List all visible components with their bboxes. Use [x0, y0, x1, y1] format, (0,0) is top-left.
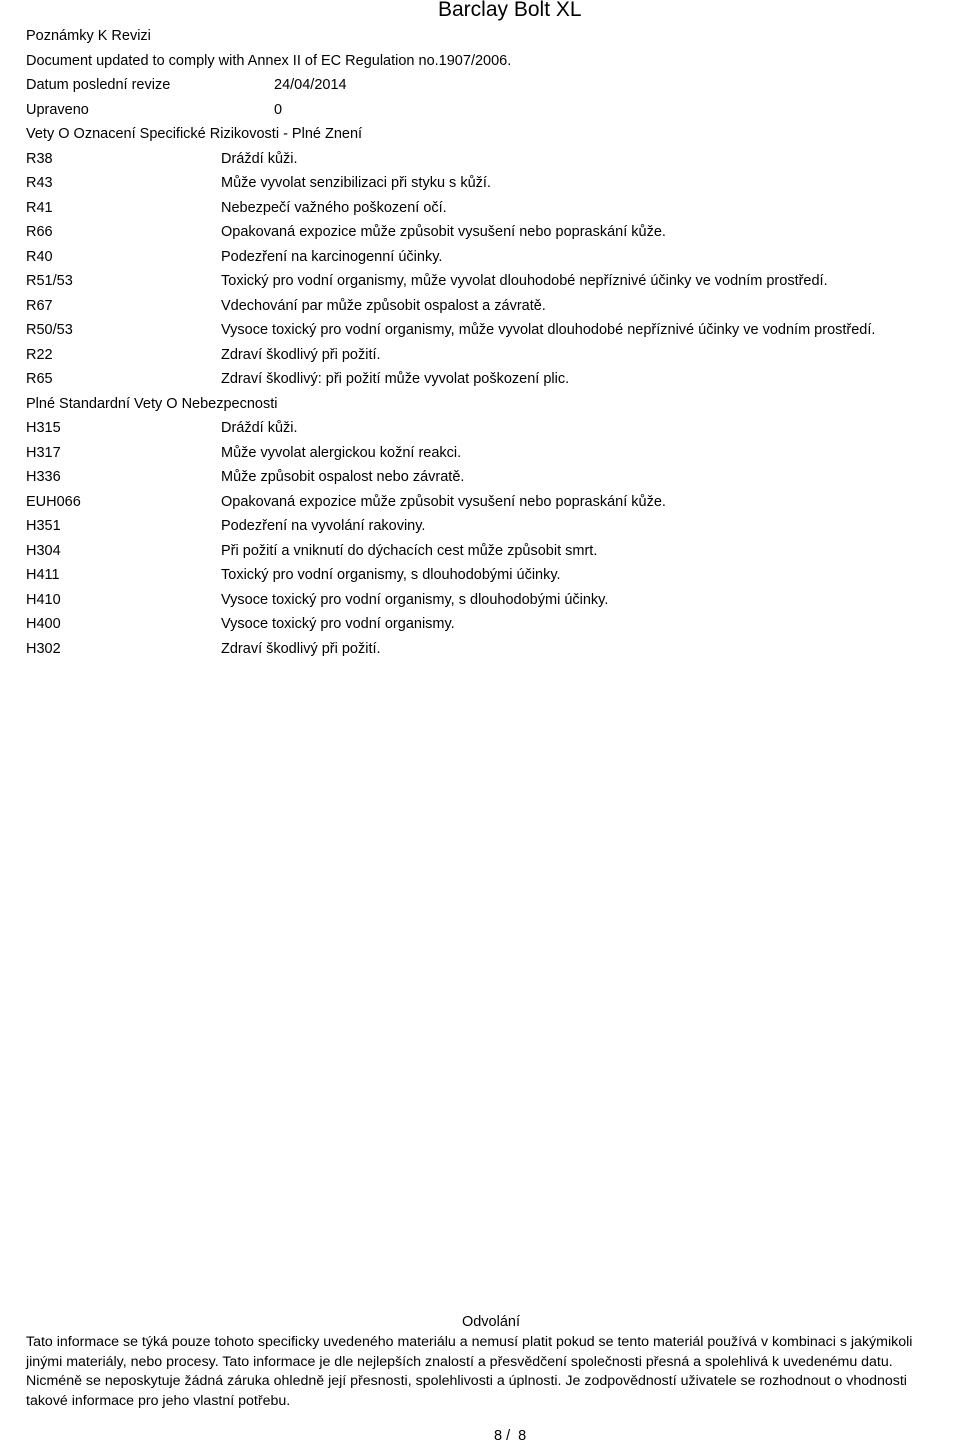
phrase-text: Zdraví škodlivý: při požití může vyvolat poškození plic.: [221, 371, 570, 387]
phrase-code: H304: [26, 542, 61, 559]
phrase-code: H315: [26, 420, 61, 436]
phrase-text: Může vyvolat alergickou kožní reakci.: [221, 444, 462, 461]
phrase-text: Zdraví škodlivý při požití.: [221, 640, 381, 657]
r-phrase-row: [26, 245, 946, 270]
h-statements-section-title: Plné Standardní Vety O Nebezpecnosti: [26, 395, 278, 412]
r-phrase-row: [26, 196, 946, 221]
document-body: [26, 24, 946, 661]
r-phrase-row: [26, 147, 946, 172]
r-phrase-row: [26, 269, 946, 294]
phrase-code: EUH066: [26, 493, 81, 510]
phrase-code: H302: [26, 640, 61, 657]
h-statement-row: [26, 441, 946, 466]
phrase-code: H336: [26, 469, 61, 485]
phrase-text: Zdraví škodlivý při požití.: [221, 346, 381, 363]
h-statement-row: [26, 563, 946, 588]
phrase-text: Opakovaná expozice může způsobit vysušení nebo popraskání kůže.: [221, 224, 666, 240]
disclaimer-text: Tato informace se týká pouze tohoto specificky uvedeného materiálu a nemusí platit pokud se tento materiál používá v kombinaci s jakýmikoli jinými materiály, nebo procesy. Tato informace je dle nejlepších znalostí a přesvědčení společnosti přesná a spolehlivá k uvedenému datu. Nicméně se neposkytuje žádná záruka ohledně její přesnosti, spolehlivosti a úplnosti. Je zodpovědností uživatele se rozhodnout o vhodnosti takové informace pro jeho vlastní potřebu.: [26, 1334, 913, 1409]
h-statement-row: [26, 465, 946, 490]
phrase-code: R22: [26, 346, 53, 363]
phrase-text: Opakovaná expozice může způsobit vysušení nebo popraskání kůže.: [221, 493, 666, 510]
phrase-code: R38: [26, 150, 53, 167]
revision-update-note: Document updated to comply with Annex II of EC Regulation no.1907/2006.: [26, 52, 512, 69]
phrase-code: H351: [26, 518, 61, 534]
h-statement-row: [26, 514, 946, 539]
phrase-text: Toxický pro vodní organismy, může vyvolat dlouhodobé nepříznivé účinky ve vodním prostředí.: [221, 273, 828, 289]
h-statement-row: [26, 539, 946, 564]
phrase-code: R51/53: [26, 273, 73, 289]
phrase-code: H410: [26, 591, 61, 608]
r-phrase-row: [26, 318, 946, 343]
phrase-text: Vysoce toxický pro vodní organismy.: [221, 616, 455, 632]
phrase-text: Podezření na karcinogenní účinky.: [221, 248, 443, 265]
r-phrase-row: [26, 343, 946, 368]
phrase-text: Podezření na vyvolání rakoviny.: [221, 518, 426, 534]
r-phrases-list: [26, 147, 946, 392]
phrase-code: H400: [26, 616, 61, 632]
phrase-text: Dráždí kůži.: [221, 150, 298, 167]
modified-row: [26, 98, 946, 123]
phrase-code: R67: [26, 297, 53, 314]
last-revision-row: [26, 73, 946, 98]
phrase-code: R65: [26, 371, 53, 387]
disclaimer: [26, 1312, 946, 1411]
phrase-text: Nebezpečí važného poškození očí.: [221, 199, 447, 216]
phrase-text: Vysoce toxický pro vodní organismy, může vyvolat dlouhodobé nepříznivé účinky ve vodním prostředí.: [221, 322, 876, 338]
r-phrase-row: [26, 294, 946, 319]
h-statement-row: [26, 637, 946, 662]
r-phrases-section-title: Vety O Oznacení Specifické Rizikovosti - Plné Znení: [26, 126, 363, 142]
page-number: 8 / 8: [494, 1428, 527, 1444]
phrase-code: R41: [26, 199, 53, 216]
h-statements-list: [26, 416, 946, 661]
phrase-code: H411: [26, 567, 60, 583]
phrase-code: R50/53: [26, 322, 73, 338]
phrase-text: Při požití a vniknutí do dýchacích cest může způsobit smrt.: [221, 542, 598, 559]
product-name: Barclay Bolt XL: [438, 0, 582, 21]
phrase-text: Dráždí kůži.: [221, 420, 298, 436]
modified-label: Upraveno: [26, 101, 89, 118]
phrase-code: R40: [26, 248, 53, 265]
phrase-code: R43: [26, 175, 53, 191]
last-revision-value: 24/04/2014: [274, 77, 347, 93]
r-phrase-row: [26, 367, 946, 392]
h-statement-row: [26, 490, 946, 515]
last-revision-label: Datum poslední revize: [26, 77, 171, 93]
h-statement-row: [26, 416, 946, 441]
phrase-code: H317: [26, 444, 61, 461]
phrase-code: R66: [26, 224, 53, 240]
r-phrase-row: [26, 220, 946, 245]
phrase-text: Může způsobit ospalost nebo závratě.: [221, 469, 465, 485]
disclaimer-title: Odvolání: [461, 1314, 521, 1330]
h-statement-row: [26, 612, 946, 637]
modified-value: 0: [274, 101, 283, 118]
revision-section-title: Poznámky K Revizi: [26, 28, 151, 44]
h-statement-row: [26, 588, 946, 613]
phrase-text: Může vyvolat senzibilizaci při styku s kůží.: [221, 175, 491, 191]
r-phrase-row: [26, 171, 946, 196]
phrase-text: Vdechování par může způsobit ospalost a závratě.: [221, 297, 546, 314]
phrase-text: Vysoce toxický pro vodní organismy, s dlouhodobými účinky.: [221, 591, 609, 608]
phrase-text: Toxický pro vodní organismy, s dlouhodobými účinky.: [221, 567, 561, 583]
